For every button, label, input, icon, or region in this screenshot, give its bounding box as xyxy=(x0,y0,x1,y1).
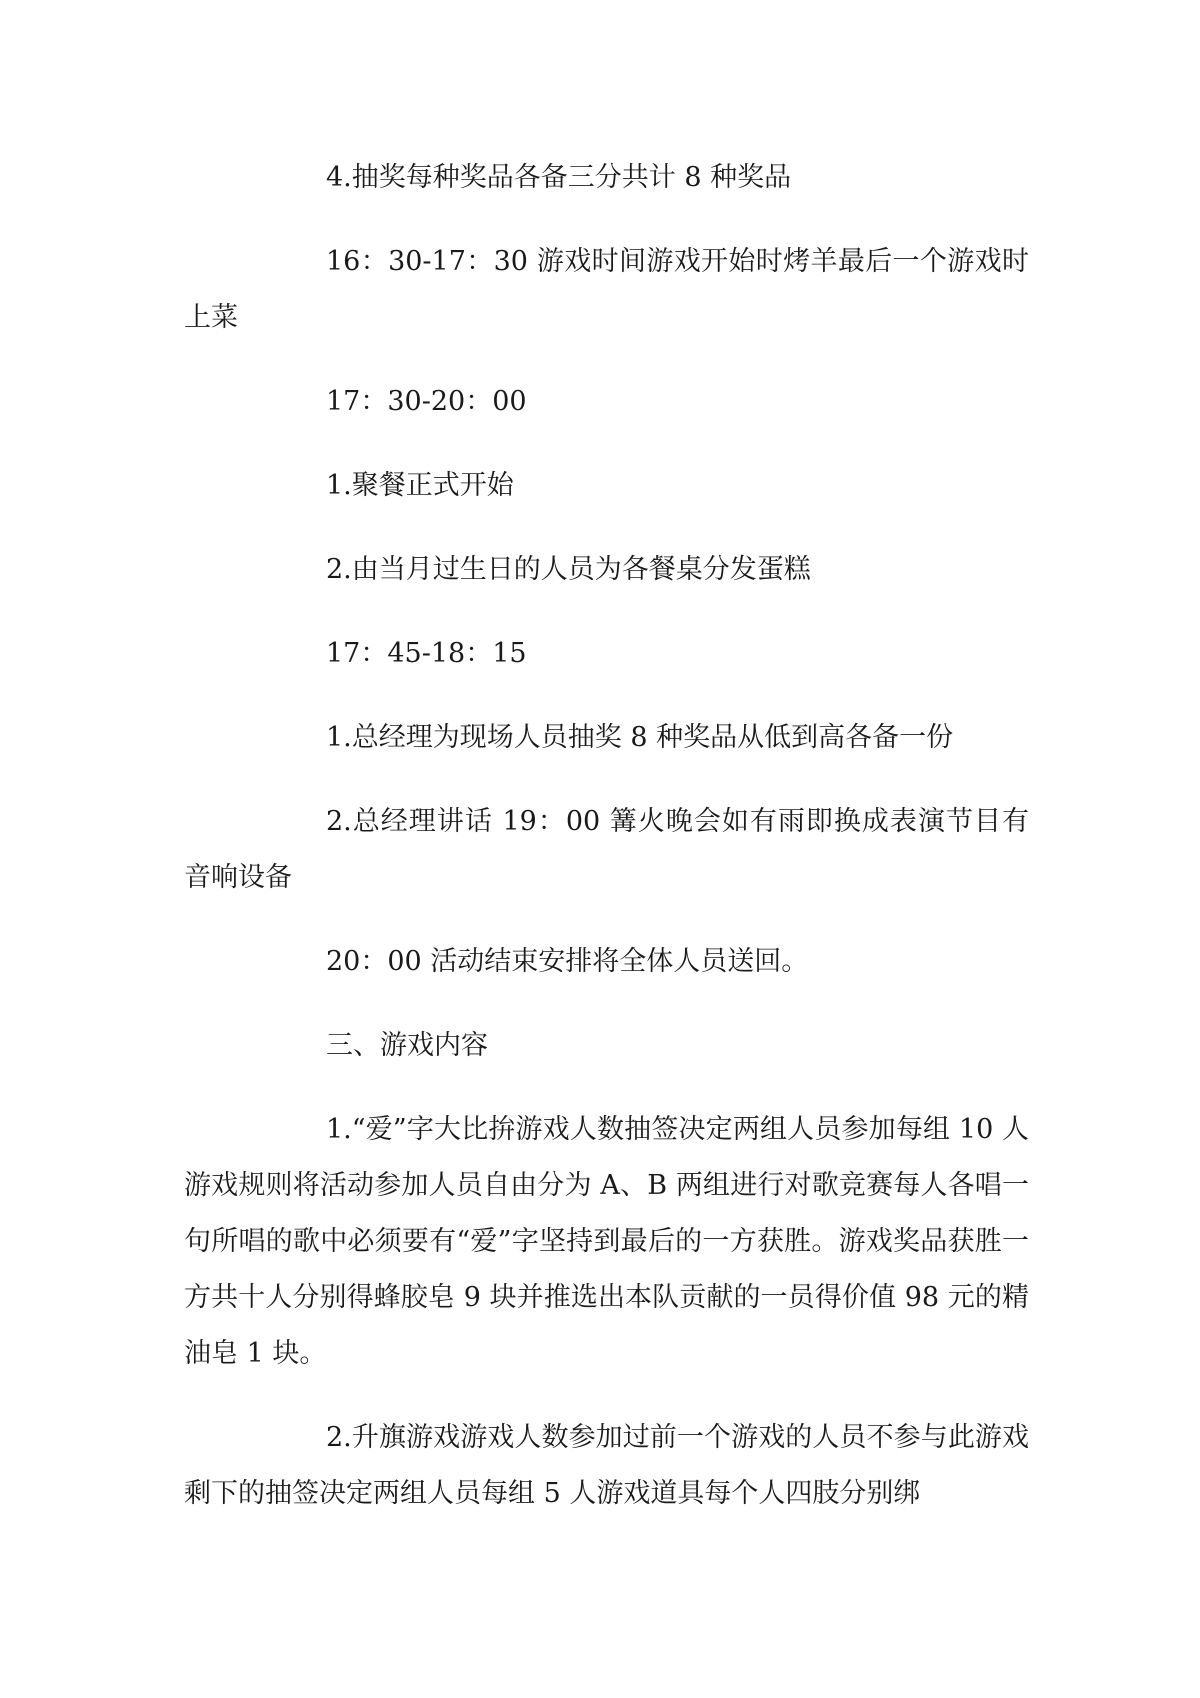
paragraph-manager-speech: 2.总经理讲话 19：00 篝火晚会如有雨即换成表演节目有音响设备 xyxy=(184,806,1029,893)
paragraph-birthday-cake: 2.由当月过生日的人员为各餐桌分发蛋糕 xyxy=(326,554,811,585)
paragraph-prize-draw: 4.抽奖每种奖品各备三分共计 8 种奖品 xyxy=(326,162,792,193)
paragraph-flag-game: 2.升旗游戏游戏人数参加过前一个游戏的人员不参与此游戏剩下的抽签决定两组人员每组 5 人游戏道具每个人四肢分别绑 xyxy=(184,1422,1029,1509)
section-heading-game-content: 三、游戏内容 xyxy=(326,1030,488,1061)
paragraph-dinner-start: 1.聚餐正式开始 xyxy=(326,470,514,501)
document-body xyxy=(184,150,1029,1550)
paragraph-love-song-game: 1.“爱”字大比拚游戏人数抽签决定两组人员参加每组 10 人游戏规则将活动参加人员自由分为 A、B 两组进行对歌竞赛每人各唱一句所唱的歌中必须要有“爱”字坚持到最后的一方获胜。游戏奖品获胜一方共十人分别得蜂胶皂 9 块并推选出本队贡献的一员得价值 98 元的精油皂 1 块。 xyxy=(184,1114,1029,1369)
paragraph-time-lottery: 17：45-18：15 xyxy=(326,638,527,669)
paragraph-time-dinner: 17：30-20：00 xyxy=(326,386,527,417)
paragraph-event-end: 20：00 活动结束安排将全体人员送回。 xyxy=(326,946,809,977)
paragraph-game-time: 16：30-17：30 游戏时间游戏开始时烤羊最后一个游戏时上菜 xyxy=(184,246,1029,333)
paragraph-manager-lottery: 1.总经理为现场人员抽奖 8 种奖品从低到高各备一份 xyxy=(326,722,954,753)
